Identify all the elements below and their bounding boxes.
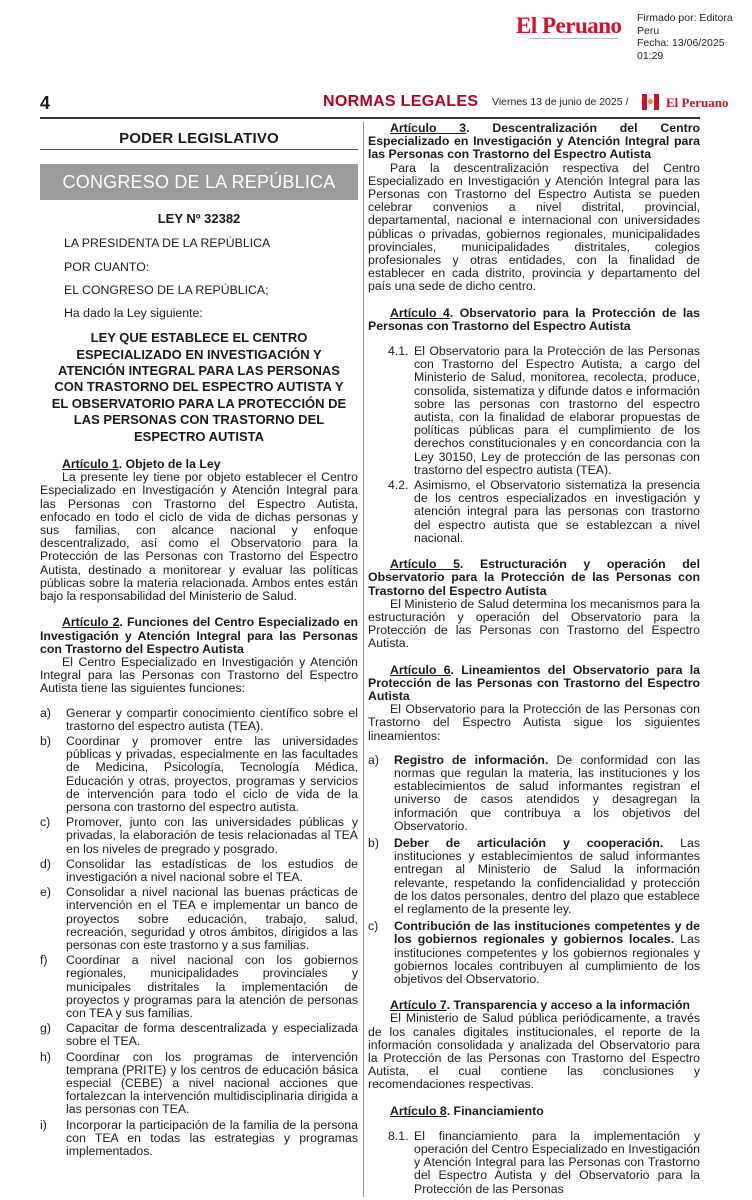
intro-line: Ha dado la Ley siguiente: (64, 306, 203, 321)
article-heading: Artículo 4. Observatorio para la Protección de las Personas con Trastorno del Espectro Autista (368, 305, 700, 333)
list-item: a) Generar y compartir conocimiento científico sobre el trastorno del espectro autista (TEA). (40, 705, 358, 733)
law-title: LEY QUE ESTABLECE EL CENTRO ESPECIALIZADO EN INVESTIGACIÓN Y ATENCIÓN INTEGRAL PARA LAS PERSONAS CON TRASTORNO DEL ESPECTRO AUTISTA Y EL OBSERVATORIO PARA LA PROTECCIÓN DE LAS PERSONAS CON TRASTORNO DEL ESPECTRO AUTISTA (51, 330, 347, 444)
list-item: b) Deber de articulación y cooperación. Las instituciones y establecimientos de salud informantes entregan al Ministerio de Salud la información relevante, respetando la confidencialidad y protección de los datos personales, dentro del plazo que establece el reglamento de la presente ley. (368, 835, 700, 916)
signed-date: Fecha: 13/06/2025 01:29 (637, 37, 725, 62)
left-column (40, 122, 358, 1160)
list-item: a) Registro de información. De conformidad con las normas que regulan la materia, las instituciones y los establecimientos de salud informantes registran el universo de casos atendidos y desagregan la información que contribuya a los objetivos del Observatorio. (368, 752, 700, 833)
list-item: b) Coordinar y promover entre las universidades públicas y privadas, especialmente en las facultades de Medicina, Psicología, Tecnología Médica, Educación y otras, proyectos, programas y servicios de intervención para todo el ciclo de vida de la persona con trastorno del espectro autista. (40, 733, 358, 814)
el-peruano-logo: El Peruano (516, 13, 622, 38)
article-body: La presente ley tiene por objeto establecer el Centro Especializado en Investigación y Atención Integral para las Personas con Trastorno del Espectro Autista, enfocado en todo el ciclo de vida de dichas personas y sus familias, con alcance nacional y enfoque descentralizado, así como el Observatorio para la Protección de las Personas con Trastorno del Espectro Autista, destinado a monitorear y evaluar las políticas públicas sobre la materia relacionada. Ambos entes están bajo la responsabilidad del Ministerio de Salud. (40, 470, 358, 604)
article-2 (40, 616, 358, 1158)
article-heading: Artículo 7. Transparencia y acceso a la información (390, 998, 691, 1013)
list-item: 4.1. El Observatorio para la Protección de las Personas con Trastorno del Espectro Autista, a cargo del Ministerio de Salud, monitorea, recolecta, produce, consolida, sistematiza y difunde datos e información sobre las personas con trastorno del espectro autista, con la finalidad de elaborar propuestas de políticas públicas para el cumplimiento de los derechos constitucionales y en concordancia con la Ley 30150, Ley de protección de las personas con trastorno del espectro autista (TEA). (388, 344, 700, 477)
article-5 (368, 558, 700, 650)
peru-coat-of-arms-icon (642, 92, 659, 112)
law-number: LEY Nº 32382 (157, 211, 241, 227)
article-8 (368, 1105, 700, 1196)
section-title: PODER LEGISLATIVO (40, 132, 358, 150)
edition-date: Viernes 13 de junio de 2025 / (492, 96, 629, 108)
article-6 (368, 664, 700, 987)
section-heading: NORMAS LEGALES (323, 93, 479, 110)
list-item: c) Contribución de las instituciones competentes y de los gobiernos regionales y gobiernos locales. Las instituciones competentes y los gobiernos regionales y gobiernos locales contribuyen al cumplimiento de los objetivos del Observatorio. (368, 919, 700, 986)
page-header (28, 92, 729, 114)
article-body: El Ministerio de Salud determina los mecanismos para la estructuración y operación del Observatorio para la Protección de las Personas con Trastorno del Espectro Autista. (368, 596, 700, 651)
logo-underline (530, 38, 618, 39)
article-heading: Artículo 1. Objeto de la Ley (62, 457, 221, 472)
intro-line: LA PRESIDENTA DE LA REPÚBLICA (64, 236, 271, 251)
article-1 (40, 458, 358, 603)
list-item: e) Consolidar a nivel nacional las buenas prácticas de intervención en el TEA e implementar un banco de proyectos sobre educación, trabajo, salud, recreación, seguridad y otros ámbitos, dirigidos a las personas con este trastorno y a sus familias. (40, 885, 358, 952)
article-body: El Ministerio de Salud pública periódicamente, a través de los canales digitales institucionales, el reporte de la información consolidada y analizada del Observatorio para la Protección de las Personas con Trastorno del Espectro Autista, el cual contiene las conclusiones y recomendaciones respectivas. (368, 1011, 700, 1092)
column-divider (363, 122, 364, 1197)
list-item: h) Coordinar con los programas de intervención temprana (PRITE) y los centros de educación básica especial (CEBE) a nivel nacional acciones que fortalezcan la intervención multidisciplinaria dirigida a las personas con TEA. (40, 1049, 358, 1117)
article-body: El Centro Especializado en Investigación y Atención Integral para las Personas con Trastorno del Espectro Autista tiene las siguientes funciones: (40, 654, 358, 696)
intro-line: POR CUANTO: (64, 259, 150, 274)
article-4 (368, 307, 700, 545)
article-heading: Artículo 3. Descentralización del Centro Especializado en Investigación y Atención Integral para las Personas con Trastorno del Espectro Autista (368, 121, 701, 162)
article-heading: Artículo 6. Lineamientos del Observatorio para la Protección de las Personas con Trastorno del Espectro Autista (368, 662, 700, 703)
page-number: 4 (40, 93, 51, 113)
header-brand: El Peruano (666, 95, 729, 110)
list-item: 8.1. El financiamiento para la implementación y operación del Centro Especializado en Investigación y Atención Integral para las Personas con Trastorno del Espectro Autista y del Observatorio para la Protección de las Personas (388, 1128, 700, 1196)
article-heading: Artículo 8. Financiamiento (390, 1103, 544, 1118)
digital-signature-stamp (0, 8, 752, 62)
list-item: i) Incorporar la participación de la familia de la persona con TEA en todas las estrategias y programas implementados. (40, 1117, 358, 1159)
list-item: 4.2. Asimismo, el Observatorio sistematiza la presencia de los centros especializados en investigación y atención integral para las personas con trastorno del espectro autista que se establezcan a nivel nacional. (388, 478, 700, 545)
intro-line: EL CONGRESO DE LA REPÚBLICA; (64, 282, 269, 297)
article-7 (368, 999, 700, 1091)
list-item: f) Coordinar a nivel nacional con los gobiernos regionales, municipalidades provinciales y municipales distritales la implementación de proyectos y programas para la atención de personas con TEA y sus familias. (40, 953, 358, 1020)
signature-info (637, 12, 752, 62)
list-item: g) Capacitar de forma descentralizada y especializada sobre el TEA. (40, 1021, 358, 1049)
article-heading: Artículo 2. Funciones del Centro Especializado en Investigación y Atención Integral para las Personas con Trastorno del Espectro Autista (40, 615, 358, 656)
right-column (368, 122, 700, 1198)
article-heading: Artículo 5. Estructuración y operación del Observatorio para la Protección de las Personas con Trastorno del Espectro Autista (368, 557, 700, 598)
header-rule (40, 117, 700, 119)
article-3 (368, 122, 700, 294)
list-item: c) Promover, junto con las universidades públicas y privadas, la elaboración de tesis relacionadas al TEA en los niveles de pregrado y posgrado. (40, 815, 358, 856)
signed-by: Firmado por: Editora Peru (637, 12, 733, 37)
article-body: Para la descentralización respectiva del Centro Especializado en Investigación y Atención Integral para las Personas con Trastorno del Espectro Autista se pueden celebrar convenios a nivel distrital, provincial, departamental, nacional e internacional con universidades públicas o privadas, gobiernos regionales, municipalidades provinciales, municipalidades distritales, colegios profesionales y otras entidades, con la finalidad de establecer en cada distrito, provincia y departamento del país una sede de dicho centro. (368, 160, 700, 294)
article-body: El Observatorio para la Protección de las Personas con Trastorno del Espectro Autista sigue los siguientes lineamientos: (368, 702, 700, 743)
list-item: d) Consolidar las estadísticas de los estudios de investigación a nivel nacional sobre el TEA. (40, 856, 358, 884)
congress-banner: CONGRESO DE LA REPÚBLICA (40, 164, 358, 200)
